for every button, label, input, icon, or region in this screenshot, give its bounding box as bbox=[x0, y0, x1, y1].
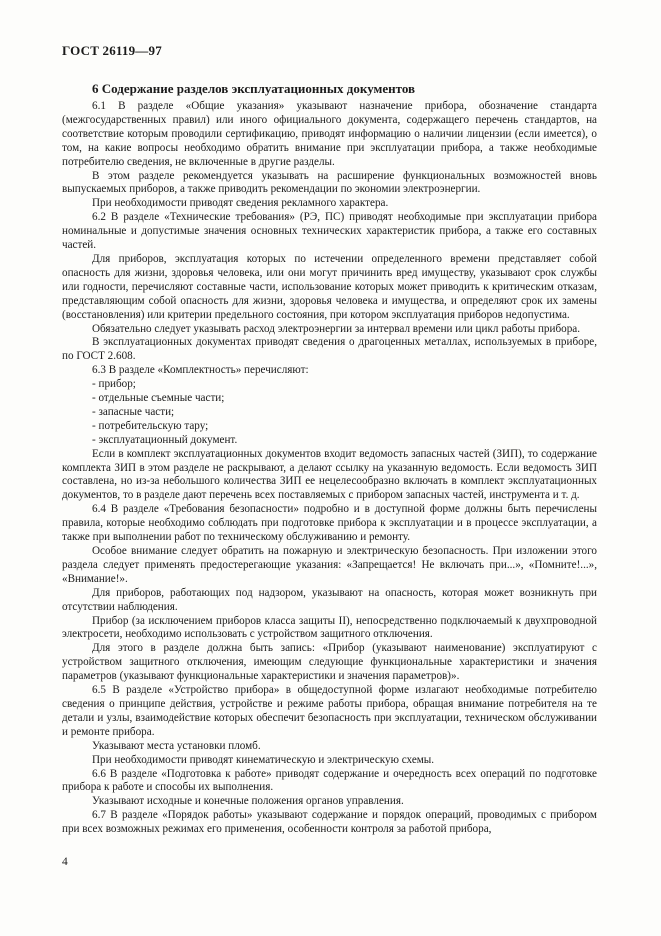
paragraph: При необходимости приводят кинематическую и электрическую схемы. bbox=[92, 753, 435, 766]
paragraph: Для приборов, эксплуатация которых по истечении определенного времени представляет собой опасность для жизни, здоровья человека, или они могут причинить вред имуществу, указывают срок службы или годности, перечисляют составные части, использование которых может приводить к критическим отказам, представляющим собой опасность для жизни, здоровья человека и имущества, и определяют срок их замены (восстановления) или критерии предельного состояния, при котором эксплуатация приборов недопустима. bbox=[62, 252, 597, 321]
paragraph: Особое внимание следует обратить на пожарную и электрическую безопасность. При изложении этого раздела следует применять предостерегающие указания: «Запрещается! Не включать при...», «Помните!...», «Внимание!». bbox=[62, 545, 597, 585]
list-item: - прибор; bbox=[92, 378, 136, 391]
paragraph: Для приборов, работающих под надзором, указывают на опасность, которая может возникнуть при отсутствии наблюдения. bbox=[62, 586, 597, 613]
paragraph: 6.7 В разделе «Порядок работы» указывают содержание и порядок операций, проводимых с прибором при всех возможных режимах его применения, особенности контроля за работой прибора, bbox=[62, 809, 597, 836]
paragraph: Обязательно следует указывать расход электроэнергии за интервал времени или цикл работы прибора. bbox=[92, 322, 581, 335]
paragraph: Если в комплект эксплуатационных документов входит ведомость запасных частей (ЗИП), то содержание комплекта ЗИП в этом разделе не раскрывают, а делают ссылку на указанную ведомость. Если ведомость ЗИП составлена, но из-за небольшого количества ЗИП ее нецелесообразно включать в комплект эксплуатационных документов, то в разделе дают перечень всех поставляемых с прибором запасных частей, инструмента и т. д. bbox=[62, 447, 597, 502]
paragraph: В этом разделе рекомендуется указывать на расширение функциональных возможностей вновь выпускаемых приборов, а также приводить рекомендации по экономии электроэнергии. bbox=[62, 169, 597, 196]
list-item: - отдельные съемные части; bbox=[92, 392, 225, 405]
paragraph: При необходимости приводят сведения рекламного характера. bbox=[92, 197, 389, 210]
list-item: - запасные части; bbox=[92, 405, 175, 418]
section-title: 6 Содержание разделов эксплуатационных документов bbox=[92, 81, 416, 96]
paragraph: 6.1 В разделе «Общие указания» указывают назначение прибора, обозначение стандарта (межгосударственных правил) или иного официального документа, содержащего перечень стандартов, на соответствие которым проводили сертификацию, приводят информацию о наличии лицензии (если имеется), о том, на какие вопросы необходимо обратить внимание при эксплуатации прибора, а также необходимые потребителю сведения, не включенные в другие разделы. bbox=[62, 100, 597, 168]
paragraph: В эксплуатационных документах приводят сведения о драгоценных металлах, используемых в приборе, по ГОСТ 2.608. bbox=[62, 336, 597, 363]
paragraph: 6.6 В разделе «Подготовка к работе» приводят содержание и очередность всех операций по подготовке прибора к работе и способы их выполнения. bbox=[62, 767, 597, 794]
paragraph: Прибор (за исключением приборов класса защиты II), непосредственно подключаемый к двухпроводной электросети, необходимо использовать с устройством защитного отключения. bbox=[62, 614, 597, 641]
document-header: ГОСТ 26119—97 bbox=[62, 43, 162, 58]
section-body bbox=[62, 100, 597, 837]
list-item: - потребительскую тару; bbox=[92, 419, 209, 432]
paragraph: Указывают места установки пломб. bbox=[92, 739, 261, 752]
paragraph: Для этого в разделе должна быть запись: «Прибор (указывают наименование) эксплуатируют с устройством защитного отключения, имеющим следующие функциональные характеристики и значения параметров (указывают функциональные характеристики и значения параметров)». bbox=[62, 642, 597, 683]
paragraph: 6.2 В разделе «Технические требования» (РЭ, ПС) приводят необходимые при эксплуатации прибора номинальные и допустимые значения основных технических характеристик прибора, а также его составных частей. bbox=[62, 211, 597, 252]
paragraph: 6.5 В разделе «Устройство прибора» в общедоступной форме излагают необходимые потребителю сведения о принципе действия, устройстве и режиме работы прибора, обращая внимание потребителя на те детали и узлы, взаимодействие которых обеспечит безопасность при эксплуатации, техническом обслуживании и ремонте прибора. bbox=[62, 684, 597, 738]
paragraph: 6.4 В разделе «Требования безопасности» подробно и в доступной форме должны быть перечислены правила, которые необходимо соблюдать при подготовке прибора к эксплуатации и в процессе эксплуатации, а также при выполнении работ по техническому обслуживанию и ремонту. bbox=[62, 503, 597, 544]
paragraph: 6.3 В разделе «Комплектность» перечисляют: bbox=[92, 364, 309, 377]
list-item: - эксплуатационный документ. bbox=[92, 433, 238, 446]
page-number: 4 bbox=[62, 856, 68, 868]
paragraph: Указывают исходные и конечные положения органов управления. bbox=[92, 795, 404, 808]
